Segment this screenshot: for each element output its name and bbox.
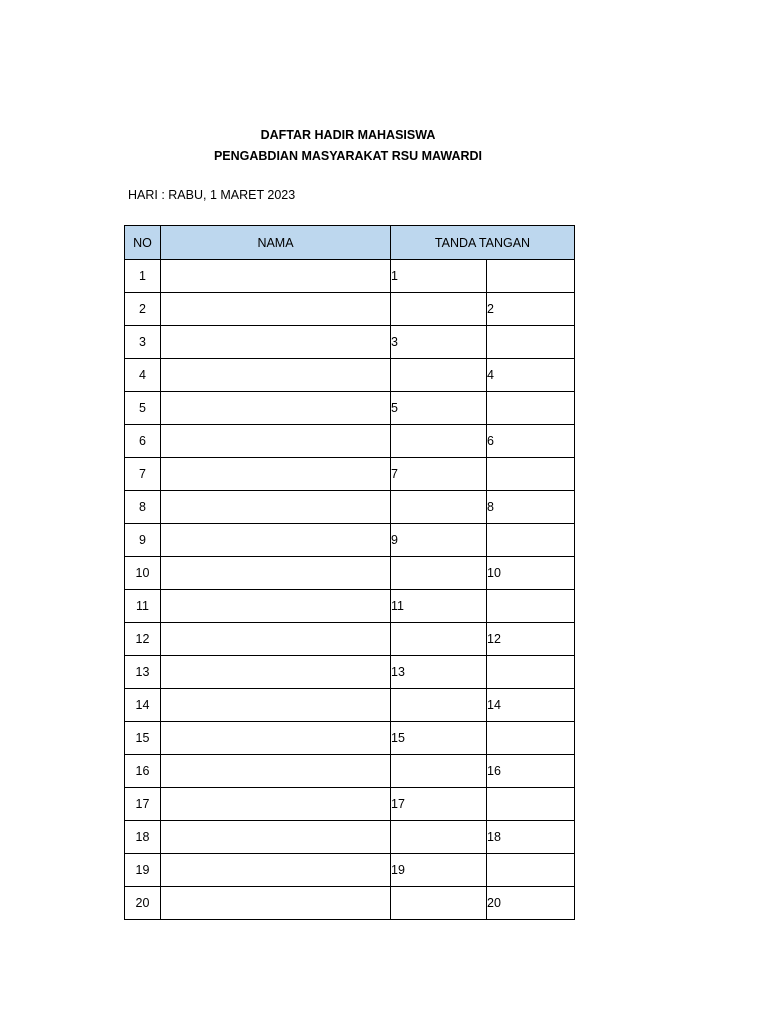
signature-cell-left[interactable]: 15	[391, 722, 487, 755]
signature-cell-right[interactable]: 14	[487, 689, 575, 722]
row-number: 15	[125, 722, 161, 755]
name-cell[interactable]	[161, 425, 391, 458]
header-nama: NAMA	[161, 226, 391, 260]
row-number: 1	[125, 260, 161, 293]
attendance-table-header	[125, 226, 575, 260]
row-number: 5	[125, 392, 161, 425]
header-no: NO	[125, 226, 161, 260]
row-number: 12	[125, 623, 161, 656]
row-number: 8	[125, 491, 161, 524]
table-row	[125, 590, 575, 623]
signature-cell-left[interactable]	[391, 425, 487, 458]
date-line: HARI : RABU, 1 MARET 2023	[128, 188, 296, 202]
signature-cell-right[interactable]: 18	[487, 821, 575, 854]
signature-cell-left[interactable]	[391, 293, 487, 326]
header-row	[125, 226, 575, 260]
signature-cell-right[interactable]	[487, 524, 575, 557]
signature-cell-right[interactable]: 12	[487, 623, 575, 656]
row-number: 2	[125, 293, 161, 326]
name-cell[interactable]	[161, 392, 391, 425]
document-title: DAFTAR HADIR MAHASISWA	[260, 128, 436, 142]
row-number: 4	[125, 359, 161, 392]
signature-cell-left[interactable]	[391, 689, 487, 722]
table-row	[125, 524, 575, 557]
signature-cell-left[interactable]	[391, 821, 487, 854]
row-number: 9	[125, 524, 161, 557]
row-number: 3	[125, 326, 161, 359]
document-subtitle: PENGABDIAN MASYARAKAT RSU MAWARDI	[213, 149, 483, 163]
table-row	[125, 425, 575, 458]
row-number: 13	[125, 656, 161, 689]
signature-cell-right[interactable]	[487, 392, 575, 425]
signature-cell-left[interactable]: 17	[391, 788, 487, 821]
signature-cell-right[interactable]: 8	[487, 491, 575, 524]
signature-cell-left[interactable]	[391, 359, 487, 392]
signature-cell-left[interactable]	[391, 491, 487, 524]
signature-cell-left[interactable]	[391, 557, 487, 590]
signature-cell-left[interactable]: 9	[391, 524, 487, 557]
table-row	[125, 821, 575, 854]
name-cell[interactable]	[161, 293, 391, 326]
table-row	[125, 854, 575, 887]
attendance-table-body	[125, 260, 575, 920]
table-row	[125, 656, 575, 689]
signature-cell-right[interactable]	[487, 260, 575, 293]
signature-cell-left[interactable]	[391, 623, 487, 656]
name-cell[interactable]	[161, 854, 391, 887]
name-cell[interactable]	[161, 359, 391, 392]
table-row	[125, 326, 575, 359]
row-number: 14	[125, 689, 161, 722]
name-cell[interactable]	[161, 590, 391, 623]
signature-cell-right[interactable]: 4	[487, 359, 575, 392]
row-number: 7	[125, 458, 161, 491]
signature-cell-left[interactable]: 11	[391, 590, 487, 623]
name-cell[interactable]	[161, 656, 391, 689]
name-cell[interactable]	[161, 458, 391, 491]
name-cell[interactable]	[161, 623, 391, 656]
table-row	[125, 293, 575, 326]
signature-cell-left[interactable]	[391, 755, 487, 788]
table-row	[125, 260, 575, 293]
signature-cell-left[interactable]: 19	[391, 854, 487, 887]
signature-cell-right[interactable]: 10	[487, 557, 575, 590]
row-number: 11	[125, 590, 161, 623]
header-tanda-tangan: TANDA TANGAN	[391, 226, 575, 260]
row-number: 6	[125, 425, 161, 458]
signature-cell-left[interactable]: 1	[391, 260, 487, 293]
signature-cell-left[interactable]: 7	[391, 458, 487, 491]
attendance-table	[124, 225, 575, 920]
name-cell[interactable]	[161, 722, 391, 755]
signature-cell-right[interactable]	[487, 326, 575, 359]
signature-cell-right[interactable]	[487, 590, 575, 623]
row-number: 16	[125, 755, 161, 788]
signature-cell-right[interactable]	[487, 854, 575, 887]
name-cell[interactable]	[161, 491, 391, 524]
row-number: 17	[125, 788, 161, 821]
signature-cell-right[interactable]: 2	[487, 293, 575, 326]
signature-cell-left[interactable]: 5	[391, 392, 487, 425]
name-cell[interactable]	[161, 524, 391, 557]
signature-cell-left[interactable]	[391, 887, 487, 920]
signature-cell-left[interactable]: 3	[391, 326, 487, 359]
row-number: 20	[125, 887, 161, 920]
signature-cell-left[interactable]: 13	[391, 656, 487, 689]
table-row	[125, 557, 575, 590]
table-row	[125, 491, 575, 524]
name-cell[interactable]	[161, 557, 391, 590]
name-cell[interactable]	[161, 260, 391, 293]
row-number: 10	[125, 557, 161, 590]
table-row	[125, 392, 575, 425]
signature-cell-right[interactable]: 16	[487, 755, 575, 788]
name-cell[interactable]	[161, 689, 391, 722]
table-row	[125, 722, 575, 755]
signature-cell-right[interactable]	[487, 788, 575, 821]
table-row	[125, 689, 575, 722]
table-row	[125, 623, 575, 656]
signature-cell-right[interactable]	[487, 458, 575, 491]
signature-cell-right[interactable]: 6	[487, 425, 575, 458]
table-row	[125, 755, 575, 788]
name-cell[interactable]	[161, 755, 391, 788]
name-cell[interactable]	[161, 821, 391, 854]
table-row	[125, 458, 575, 491]
table-row	[125, 887, 575, 920]
name-cell[interactable]	[161, 326, 391, 359]
signature-cell-right[interactable]: 20	[487, 887, 575, 920]
name-cell[interactable]	[161, 887, 391, 920]
signature-cell-right[interactable]	[487, 656, 575, 689]
row-number: 18	[125, 821, 161, 854]
signature-cell-right[interactable]	[487, 722, 575, 755]
table-row	[125, 788, 575, 821]
row-number: 19	[125, 854, 161, 887]
name-cell[interactable]	[161, 788, 391, 821]
table-row	[125, 359, 575, 392]
